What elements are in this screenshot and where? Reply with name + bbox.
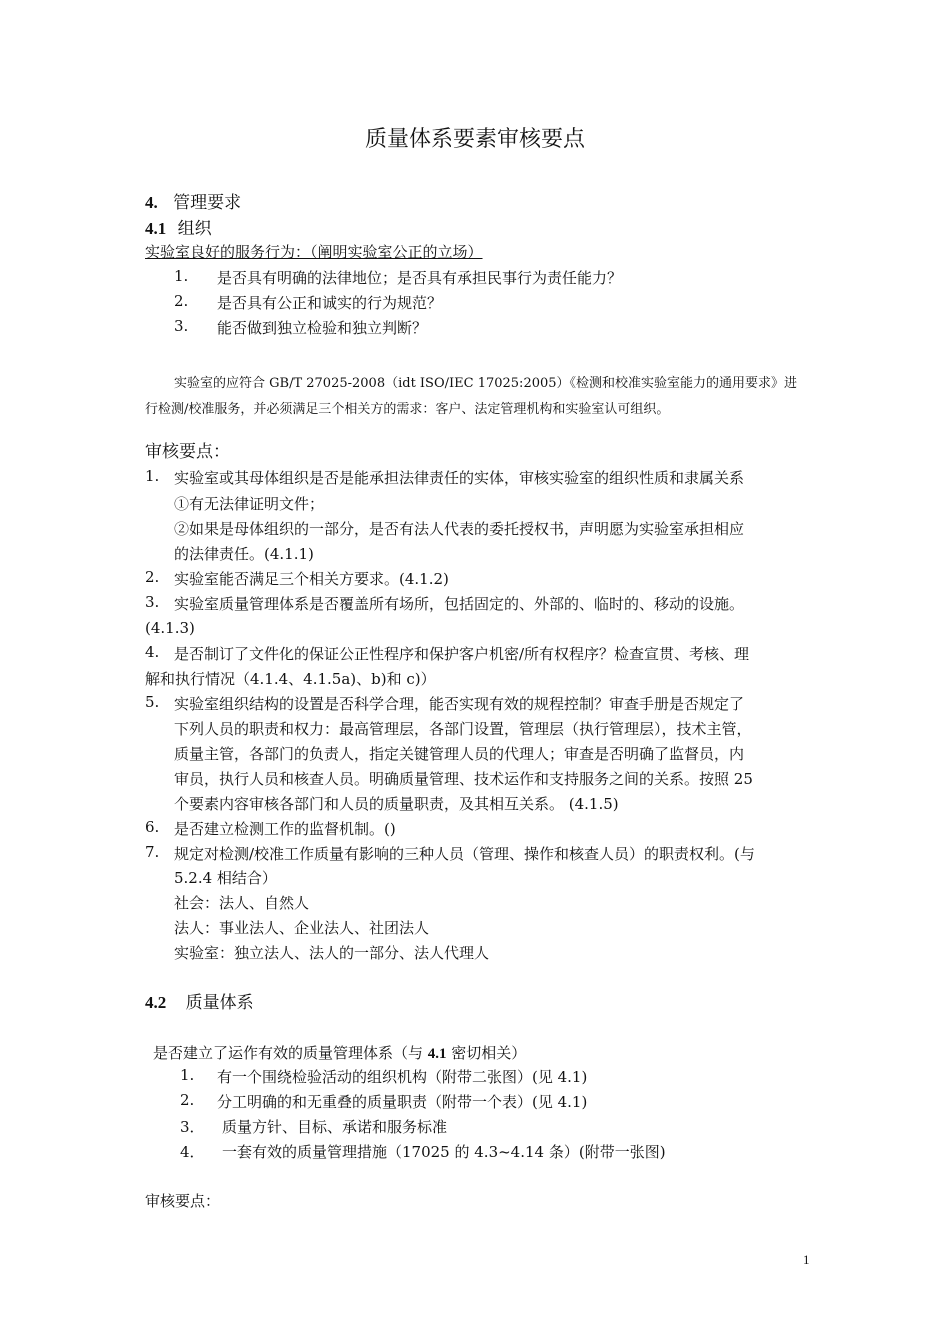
- audit-line: 审员，执行人员和核查人员。明确质量管理、技术运作和支持服务之间的关系。按照 25: [174, 770, 753, 788]
- list-item: [174, 317, 428, 337]
- list-number: 2.: [180, 1091, 195, 1109]
- intro-bold: 4.1: [427, 1046, 447, 1062]
- list-text: 质量方针、目标、承诺和服务标准: [222, 1118, 448, 1136]
- list-number: 3.: [174, 317, 189, 335]
- audit-line: 质量主管，各部门的负责人，指定关键管理人员的代理人；审查是否明确了监督员，内: [174, 745, 745, 763]
- section-4-2-heading: [145, 988, 254, 1013]
- audit-heading: 审核要点：: [145, 442, 230, 462]
- audit-number: 6.: [145, 818, 160, 836]
- list-item: [180, 1141, 666, 1162]
- list-item: [180, 1066, 588, 1086]
- page-title: 质量体系要素审核要点: [364, 127, 585, 152]
- audit-line: 实验室或其母体组织是否是能承担法律责任的实体，审核实验室的组织性质和隶属关系: [174, 469, 745, 487]
- list-number: 2.: [174, 292, 189, 310]
- list-number: 1.: [180, 1066, 195, 1084]
- section-intro: [153, 1042, 526, 1063]
- section-number: 4.1: [145, 219, 167, 238]
- audit-line: 实验室能否满足三个相关方要求。(4.1.2): [174, 570, 449, 588]
- audit-line: 个要素内容审核各部门和人员的质量职责，及其相互关系。 (4.1.5): [174, 795, 619, 813]
- list-item: [180, 1116, 448, 1137]
- audit-line: 法人：事业法人、企业法人、社团法人: [174, 919, 430, 937]
- paragraph-line: 行检测/校准服务，并必须满足三个相关方的需求：客户、法定管理机构和实验室认可组织。: [145, 402, 670, 417]
- list-text: 是否具有明确的法律地位；是否具有承担民事行为责任能力？: [217, 269, 623, 287]
- audit-line: 下列人员的职责和权力：最高管理层，各部门设置，管理层（执行管理层），技术主管，: [174, 720, 752, 738]
- audit-line: 实验室：独立法人、法人的一部分、法人代理人: [174, 944, 490, 962]
- list-number: 4．: [180, 1143, 205, 1161]
- section-title: 质量体系: [185, 993, 254, 1013]
- audit-number: 3.: [145, 593, 160, 611]
- section-number: 4.: [145, 193, 158, 212]
- intro-text: 是否建立了运作有效的质量管理体系（与: [153, 1044, 428, 1062]
- list-text: 是否具有公正和诚实的行为规范？: [217, 294, 443, 312]
- section-title: 组织: [177, 219, 212, 239]
- list-item: [174, 292, 443, 312]
- list-number: 3．: [180, 1118, 205, 1136]
- audit-line: 规定对检测/校准工作质量有影响的三种人员（管理、操作和核查人员）的职责权利。(与: [174, 845, 755, 863]
- audit-line: ①有无法律证明文件；: [174, 495, 325, 513]
- audit-line: 实验室组织结构的设置是否科学合理，能否实现有效的规程控制？审查手册是否规定了: [174, 695, 745, 713]
- audit-number: 4.: [145, 643, 160, 661]
- section-title: 管理要求: [173, 193, 242, 213]
- audit-line: ②如果是母体组织的一部分，是否有法人代表的委托授权书，声明愿为实验室承担相应: [174, 520, 745, 538]
- section-4-1-heading: [145, 214, 212, 239]
- audit-line: 是否制订了文件化的保证公正性程序和保护客户机密/所有权程序？检查宣贯、考核、理: [174, 645, 750, 663]
- list-text: 分工明确的和无重叠的质量职责（附带一个表）(见 4.1): [217, 1093, 588, 1111]
- list-number: 1.: [174, 267, 189, 285]
- audit-line: 5.2.4 相结合）: [174, 869, 277, 887]
- audit-number: 2.: [145, 568, 160, 586]
- paragraph-line: 实验室的应符合 GB/T 27025-2008（idt ISO/IEC 17025:2005）《检测和校准实验室能力的通用要求》进: [174, 376, 798, 391]
- audit-number: 1.: [145, 467, 160, 485]
- audit-line: 实验室质量管理体系是否覆盖所有场所，包括固定的、外部的、临时的、移动的设施。: [174, 595, 745, 613]
- subheading-service-conduct: 实验室良好的服务行为：（阐明实验室公正的立场）: [145, 243, 483, 261]
- section-number: 4.2: [145, 993, 167, 1012]
- page-number: 1: [803, 1252, 810, 1267]
- section-4-heading: [145, 188, 241, 213]
- list-item: [174, 267, 623, 287]
- audit-line: 社会：法人、自然人: [174, 894, 310, 912]
- audit-line: (4.1.3): [145, 619, 195, 637]
- list-text: 能否做到独立检验和独立判断？: [217, 319, 428, 337]
- list-text: 一套有效的质量管理措施（17025 的 4.3~4.14 条）(附带一张图): [222, 1143, 666, 1161]
- audit-line: 是否建立检测工作的监督机制。(): [174, 820, 396, 838]
- audit-heading: 审核要点：: [145, 1192, 221, 1210]
- audit-line: 的法律责任。(4.1.1): [174, 545, 314, 563]
- list-item: [180, 1091, 588, 1111]
- intro-text: 密切相关）: [446, 1044, 527, 1062]
- list-text: 有一个围绕检验活动的组织机构（附带二张图）(见 4.1): [217, 1068, 588, 1086]
- audit-line: 解和执行情况（4.1.4、4.1.5a)、b)和 c)）: [145, 670, 436, 688]
- audit-number: 7.: [145, 843, 160, 861]
- audit-number: 5.: [145, 693, 160, 711]
